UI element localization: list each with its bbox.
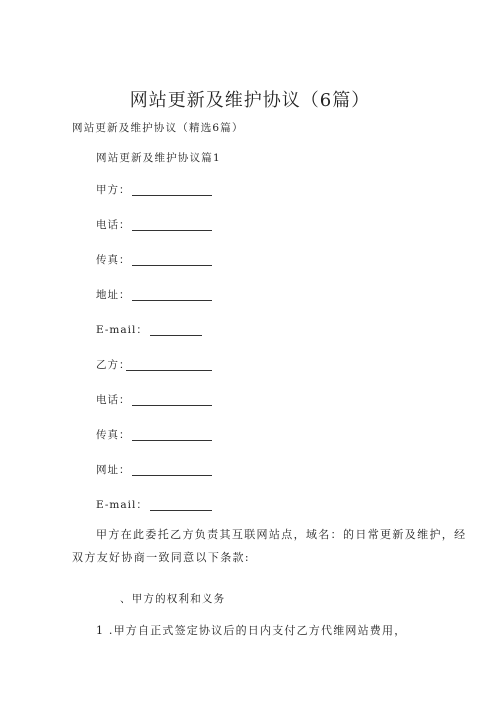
field-label: 电话： [96, 394, 131, 406]
section-heading: 网站更新及维护协议篇1 [96, 152, 221, 164]
field-website-b [96, 462, 131, 477]
document-title: 网站更新及维护协议（6篇） [129, 90, 371, 111]
paragraph-line-1: 甲方在此委托乙方负责其互联网站点，域名：的日常更新及维护，经 [96, 528, 467, 541]
field-email-a [96, 322, 148, 337]
field-label: 传真： [96, 254, 131, 266]
paragraph-line-2: 双方友好协商一致同意以下条款: [72, 551, 250, 564]
field-label: 网址： [96, 464, 131, 476]
field-blank [132, 428, 212, 441]
field-party-b [96, 357, 131, 372]
field-fax-a [96, 252, 131, 267]
field-blank [132, 463, 212, 476]
field-blank [132, 393, 212, 406]
field-blank [132, 253, 212, 266]
clause-1: 1 .甲方自正式签定协议后的日内支付乙方代维网站费用， [96, 624, 407, 637]
field-blank [132, 288, 212, 301]
field-blank [132, 183, 212, 196]
field-email-b [96, 497, 148, 512]
field-label: 传真： [96, 429, 131, 441]
field-phone-b [96, 392, 131, 407]
field-blank [150, 323, 202, 336]
field-blank [126, 358, 212, 371]
field-label: 甲方： [96, 184, 131, 196]
field-blank [150, 498, 212, 511]
field-label: 地址： [96, 289, 131, 301]
field-label: 乙方： [96, 359, 131, 371]
field-phone-a [96, 217, 131, 232]
section-one-heading: 、甲方的权利和义务 [120, 593, 226, 605]
field-label: E-mail： [96, 499, 148, 511]
document-subtitle: 网站更新及维护协议（精选6篇） [72, 122, 244, 134]
field-label: 电话： [96, 219, 131, 231]
field-fax-b [96, 427, 131, 442]
field-blank [132, 218, 212, 231]
field-label: E-mail： [96, 324, 148, 336]
field-address-a [96, 287, 131, 302]
field-party-a [96, 182, 131, 197]
